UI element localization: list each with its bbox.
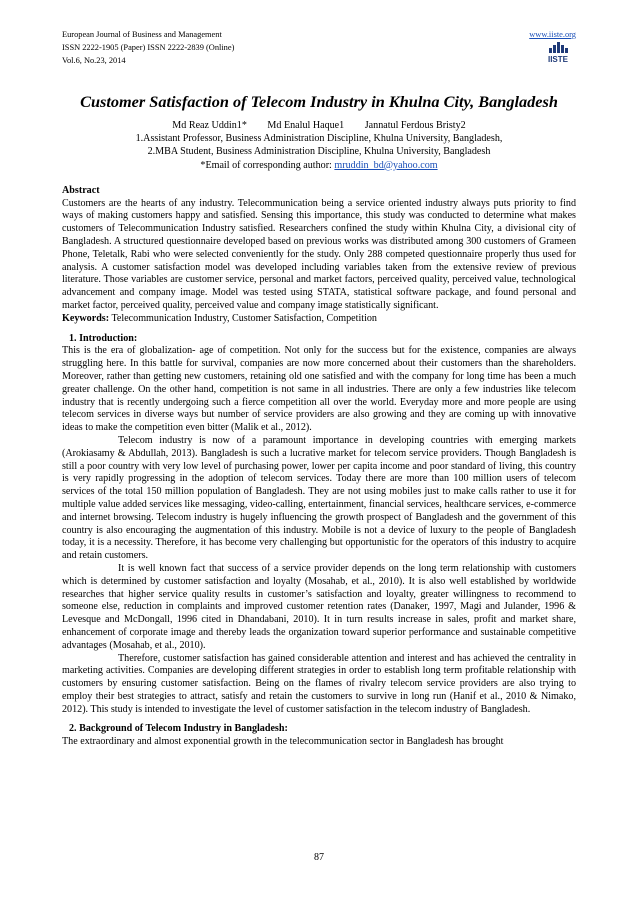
section-heading-background: 2. Background of Telecom Industry in Bangladesh: [69, 723, 288, 735]
email-label: *Email of corresponding author: [200, 159, 335, 171]
logo-text: IISTE [547, 55, 568, 64]
paper-page [62, 28, 576, 749]
author-3: Jannatul Ferdous Bristy2 [364, 120, 466, 131]
paper-title: Customer Satisfaction of Telecom Industry in Khulna City, Bangladesh [80, 92, 558, 111]
background-paragraph-1: The extraordinary and almost exponential growth in the telecommunication sector in Bangladesh has brought [62, 736, 504, 748]
journal-volume: Vol.6, No.23, 2014 [62, 56, 126, 65]
keywords-line [62, 313, 576, 326]
intro-paragraph-4: Therefore, customer satisfaction has gained considerable attention and interest and has achieved the centrality in marketing activities. Companies are developing different strategies in order to establish long term profitable relationship with customers by ensuring customer satisfaction. Being on the flames of rivalry telecom service providers are also trying to employ their best strategies to attract, satisfy and retain the customers to survive in long run (Hanif et al., 2010 & Nimako, 2012). This study is intended to investigate the level of customer satisfaction in the telecom industry of Bangladesh. [62, 652, 576, 715]
abstract-text: Customers are the hearts of any industry. Telecommunication being a service oriented industry always puts priority to find ways of making customers happy and satisfied. Sensing this importance, this study was conducted to determine what makes customers of Telecommunication Industry satisfied. Researchers confined the study within Khulna City, a divisional city of Bangladesh. A structured questionnaire developed based on previous works was distributed among 300 customers of Grameen Phone, Teletalk, Rabi who were selected conveniently for the study. Only 288 competed questionnaire properly thus used for analysis. A customer satisfaction model was developed including variables taken from the extensive review of previous literature. Those variables are customer service, personal and market factors, perceived quality, perceived value, technological advancement and company image. Model was tested using STATA, statistical software package, and found personal and market factor, perceived quality, perceived value and company image statistically significant. [62, 197, 576, 311]
keywords-text: Telecommunication Industry, Customer Satisfaction, Competition [111, 312, 377, 324]
intro-paragraph-2: Telecom industry is now of a paramount importance in developing countries with emerging markets (Arokiasamy & Abdullah, 2013). Bangladesh is such a lucrative market for telecom service providers. Though Bangladesh is still a poor country with very low level of purchasing power, lower per capita income and poor standard of living, this country is very rapidly progressing in the adoption of telecom services. Today there are more than 100 million users of telecom services of the total 150 million population of Bangladesh. They are not using mobiles just to make calls rather to use it for multiple value added services like messaging, video-calling, entertainment, financial services, healthcare services, e-commerce and internet browsing. Telecom industry is hugely influencing the growth prospect of Bangladesh and the government of this country is also encouraging the augmentation of this industry. Mobile is not a device of luxury to the people of Bangladesh today, it is a necessity. Therefore, it has become very challenging but opportunistic for the operators of this industry to acquire and retain customers. [62, 434, 576, 562]
affiliation-1: 1.Assistant Professor, Business Administration Discipline, Khulna University, Bangladesh, [135, 133, 503, 145]
corresponding-email [62, 159, 576, 172]
author-block [62, 119, 576, 172]
section-heading-introduction: 1. Introduction: [69, 332, 138, 344]
iiste-logo [544, 42, 572, 70]
journal-name: European Journal of Business and Management [62, 30, 222, 39]
journal-url-link[interactable]: www.iiste.org [529, 30, 576, 39]
affiliation-2: 2.MBA Student, Business Administration Discipline, Khulna University, Bangladesh [147, 146, 491, 158]
journal-header [62, 28, 576, 84]
abstract-heading: Abstract [62, 184, 100, 196]
journal-issn: ISSN 2222-1905 (Paper) ISSN 2222-2839 (Online) [62, 43, 235, 52]
author-names [62, 119, 576, 132]
page-number: 87 [314, 852, 324, 863]
keywords-label: Keywords: [62, 312, 110, 324]
email-link[interactable]: mruddin_bd@yahoo.com [334, 159, 438, 171]
logo-bars-icon [544, 42, 572, 53]
intro-paragraph-1: This is the era of globalization- age of competition. Not only for the success but for the existence, companies are always struggling here. In this battle for survival, companies are now more concerned about their customers than the shareholders. Moreover, rather than getting new customers, retaining old one satisfied and with the company for long time has been a much greater challenge. On the other hand, competition is not same in all industries. There are only a few industries like telecom industry that is recently undergoing such a fierce competition all over the world. Everyday more and more people are using telecom services in diverse ways but number of service providers are also growing and they are coming up with innovative ideas to make the competition even bitter (Malik et al., 2012). [62, 345, 576, 434]
author-1: Md Reaz Uddin1* [172, 120, 247, 131]
intro-paragraph-3: It is well known fact that success of a service provider depends on the long term relationship with customers which is determined by customer satisfaction and loyalty (Mosahab, et al., 2010). It is also well established by worldwide researches that higher service quality results in customer’s satisfaction and loyalty, greater willingness to recommend to someone else, reduction in complaints and improved customer retention rates (Danaker, 1997, Magi and Julander, 1996 & Levesque and McDongall, 1996 cited in Dhandabani, 2010). It in turn results increase in sales, profit and market share, enhancement of corporate image and thereby leads the organization toward superior performance and sustainable competitive advantages (Mosahab, et al., 2010). [62, 562, 576, 651]
author-2: Md Enalul Haque1 [267, 120, 345, 131]
